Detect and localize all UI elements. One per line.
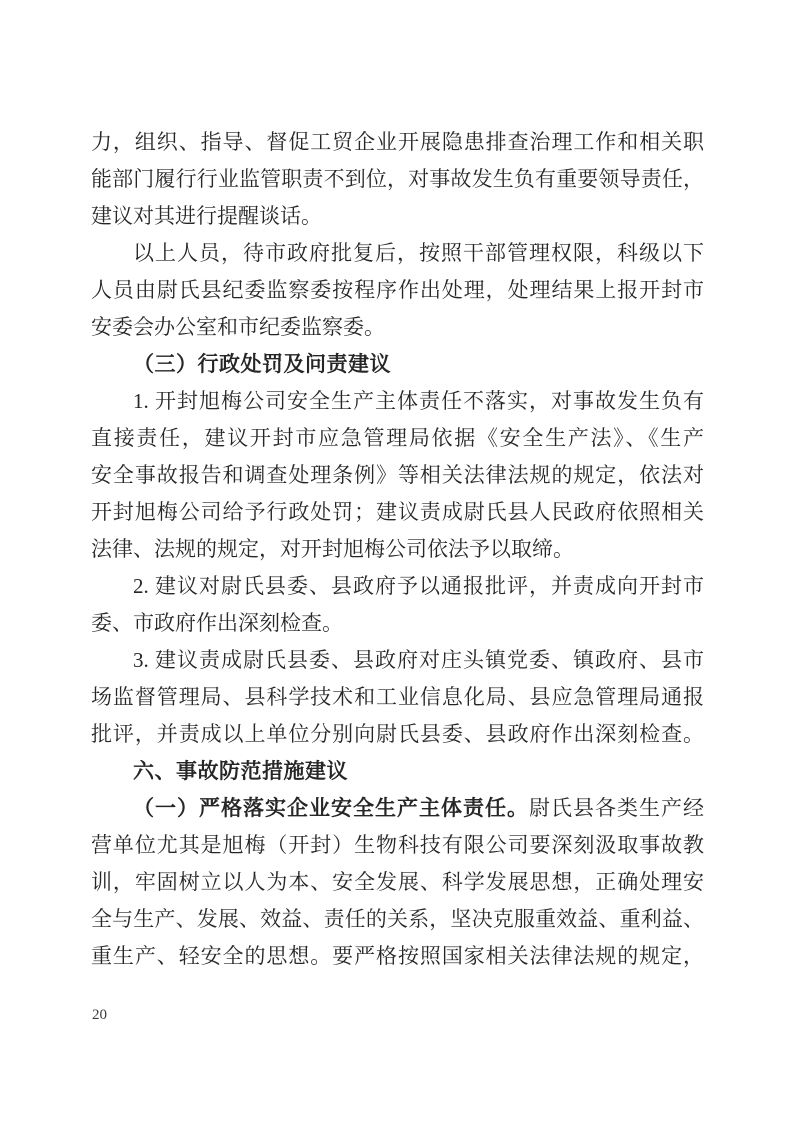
- text-line: 训，牢固树立以人为本、安全发展、科学发展思想，正确处理安: [91, 870, 704, 894]
- text-line: 人员由尉氏县纪委监察委按程序作出处理，处理结果上报开封市: [91, 278, 704, 302]
- text-line: 委、市政府作出深刻检查。: [91, 611, 343, 635]
- text-line: 建议对其进行提醒谈话。: [91, 204, 322, 228]
- text-line: 法律、法规的规定，对开封旭梅公司依法予以取缔。: [91, 537, 574, 561]
- page-body: [91, 124, 704, 975]
- text-line: 1. 开封旭梅公司安全生产主体责任不落实，对事故发生负有: [133, 389, 704, 413]
- text-line-rest: 尉氏县各类生产经: [529, 796, 704, 820]
- text-line: 批评，并责成以上单位分别向尉氏县委、县政府作出深刻检查。: [91, 722, 704, 746]
- text-line: 力，组织、指导、督促工贸企业开展隐患排查治理工作和相关职: [91, 130, 704, 154]
- text-line: 安委会办公室和市纪委监察委。: [91, 315, 385, 339]
- text-line: 重生产、轻安全的思想。要严格按照国家相关法律法规的规定，: [91, 944, 704, 968]
- text-line: 开封旭梅公司给予行政处罚；建议责成尉氏县人民政府依照相关: [91, 500, 704, 524]
- text-line: 以上人员，待市政府批复后，按照干部管理权限，科级以下: [133, 241, 704, 265]
- text-line: 直接责任，建议开封市应急管理局依据《安全生产法》、《生产: [91, 426, 704, 450]
- text-line: 安全事故报告和调查处理条例》等相关法律法规的规定，依法对: [91, 463, 704, 487]
- text-line: 场监督管理局、县科学技术和工业信息化局、县应急管理局通报: [91, 685, 704, 709]
- section-heading-prevention-measures: 六、事故防范措施建议: [133, 760, 348, 783]
- section-heading-penalty-recommendations: （三）行政处罚及问责建议: [133, 352, 391, 376]
- text-line: [91, 790, 704, 827]
- page-number: 20: [92, 1007, 107, 1023]
- text-line: 营单位尤其是旭梅（开封）生物科技有限公司要深刻汲取事故教: [91, 833, 704, 857]
- text-line: 2. 建议对尉氏县委、县政府予以通报批评，并责成向开封市: [133, 574, 704, 598]
- text-line: 3. 建议责成尉氏县委、县政府对庄头镇党委、镇政府、县市: [133, 648, 704, 672]
- text-line: 能部门履行行业监管职责不到位，对事故发生负有重要领导责任，: [91, 167, 704, 191]
- text-line: 全与生产、发展、效益、责任的关系，坚决克服重效益、重利益、: [91, 907, 704, 931]
- subsection-lead-bold: （一）严格落实企业安全生产主体责任。: [133, 796, 529, 820]
